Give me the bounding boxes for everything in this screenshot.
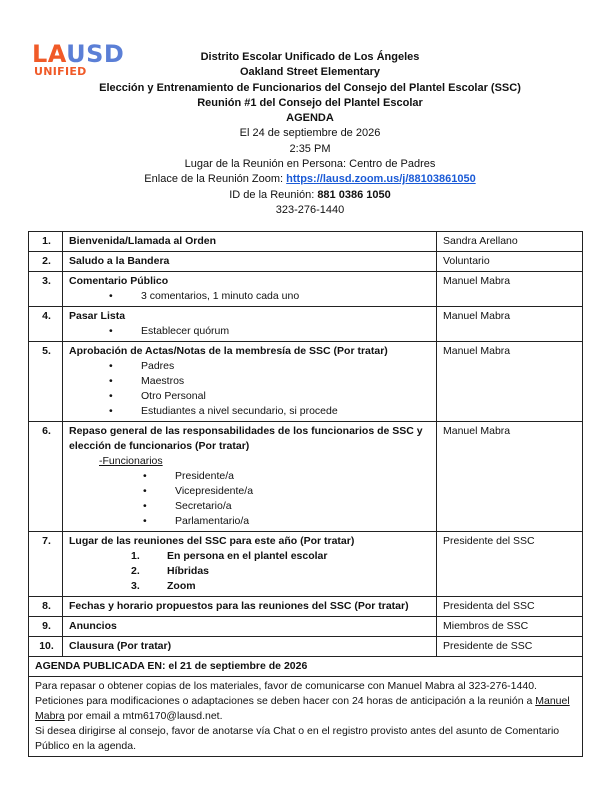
- item-title: Bienvenida/Llamada al Orden: [69, 235, 217, 247]
- bullet-item: • Otro Personal: [69, 389, 432, 404]
- item-cell: [63, 342, 437, 422]
- item-presenter: Presidenta del SSC: [437, 597, 583, 617]
- zoom-line: Enlace de la Reunión Zoom: https://lausd.zoom.us/j/88103861050: [144, 173, 476, 186]
- document-header: [60, 50, 560, 218]
- item-title: Repaso general de las responsabilidades de los funcionarios de SSC y elección de funcionarios (Por tratar): [69, 425, 423, 452]
- item-cell: [63, 252, 437, 272]
- table-row: [29, 342, 583, 422]
- bullet-item: • Presidente/a: [69, 469, 432, 484]
- item-title: Comentario Público: [69, 275, 169, 287]
- item-title: Lugar de las reuniones del SSC para este año (Por tratar): [69, 535, 355, 547]
- zoom-link[interactable]: https://lausd.zoom.us/j/88103861050: [286, 173, 476, 186]
- item-number: 1.: [29, 232, 63, 252]
- item-number: 4.: [29, 307, 63, 342]
- school-name: Oakland Street Elementary: [239, 66, 380, 79]
- table-row: [29, 597, 583, 617]
- agenda-heading: AGENDA: [286, 112, 334, 125]
- item-cell: [63, 307, 437, 342]
- meeting-phone: 323-276-1440: [275, 203, 345, 216]
- published-row: [29, 657, 583, 677]
- item-cell: [63, 532, 437, 597]
- item-cell: [63, 232, 437, 252]
- item-presenter: Presidente del SSC: [437, 532, 583, 597]
- item-cell: [63, 422, 437, 532]
- item-number: 6.: [29, 422, 63, 532]
- bullet-item: • Padres: [69, 359, 432, 374]
- item-title: Clausura (Por tratar): [69, 640, 172, 652]
- district-name: Distrito Escolar Unificado de Los Ángeles: [200, 51, 420, 63]
- item-cell: [63, 617, 437, 637]
- bullet-item: • Estudiantes a nivel secundario, si procede: [69, 404, 432, 419]
- table-row: [29, 272, 583, 307]
- item-title: Fechas y horario propuestos para las reuniones del SSC (Por tratar): [69, 600, 409, 612]
- bullet-item: • Secretario/a: [69, 499, 432, 514]
- table-row: [29, 532, 583, 597]
- item-number: 5.: [29, 342, 63, 422]
- item-number: 10.: [29, 637, 63, 657]
- meeting-id: 881 0386 1050: [317, 188, 391, 201]
- notes-paragraph: Para repasar o obtener copias de los materiales, favor de comunicarse con Manuel Mabra al 323-276-1440. Peticiones para modificaciones o adaptaciones se deben hacer con 24 horas de anticipación a la reunión a Manuel Mabra por email a mtm6170@lausd.net.: [35, 680, 570, 722]
- item-presenter: Miembros de SSC: [437, 617, 583, 637]
- table-row: [29, 637, 583, 657]
- meeting-purpose: Elección y Entrenamiento de Funcionarios del Consejo del Plantel Escolar (SSC): [99, 81, 521, 94]
- published-date: AGENDA PUBLICADA EN: el 21 de septiembre de 2026: [29, 657, 583, 677]
- item-title: Anuncios: [69, 620, 117, 632]
- logo-subtext: UNIFIED: [34, 65, 87, 78]
- numbered-item: 2. Híbridas: [131, 565, 210, 577]
- item-number: 3.: [29, 272, 63, 307]
- item-presenter: Manuel Mabra: [437, 342, 583, 422]
- numbered-item: 1. En persona en el plantel escolar: [131, 550, 328, 562]
- table-row: [29, 617, 583, 637]
- item-number: 9.: [29, 617, 63, 637]
- item-number: 8.: [29, 597, 63, 617]
- meeting-title: Reunión #1 del Consejo del Plantel Escolar: [197, 96, 423, 109]
- meeting-time: 2:35 PM: [289, 142, 331, 155]
- item-presenter: Voluntario: [437, 252, 583, 272]
- bullet-item: • Maestros: [69, 374, 432, 389]
- item-presenter: Presidente de SSC: [437, 637, 583, 657]
- item-number: 2.: [29, 252, 63, 272]
- item-title: Aprobación de Actas/Notas de la membresía de SSC (Por tratar): [69, 345, 388, 357]
- bullet-item: • 3 comentarios, 1 minuto cada uno: [69, 289, 432, 304]
- item-cell: [63, 272, 437, 307]
- item-presenter: Manuel Mabra: [437, 307, 583, 342]
- item-cell: [63, 637, 437, 657]
- item-cell: [63, 597, 437, 617]
- numbered-item: 3. Zoom: [131, 580, 196, 592]
- bullet-item: • Establecer quórum: [69, 324, 432, 339]
- table-row: [29, 422, 583, 532]
- notes-paragraph: Si desea dirigirse al consejo, favor de anotarse vía Chat o en el registro provisto antes del asunto de Comentario Público en la agenda.: [35, 725, 560, 752]
- bullet-item: • Vicepresidente/a: [69, 484, 432, 499]
- bullet-item: • Parlamentario/a: [69, 514, 432, 529]
- item-presenter: Manuel Mabra: [437, 272, 583, 307]
- sub-heading: -Funcionarios: [99, 455, 163, 467]
- item-title: Saludo a la Bandera: [69, 255, 170, 267]
- meeting-id-line: ID de la Reunión: 881 0386 1050: [229, 188, 391, 201]
- item-presenter: Manuel Mabra: [437, 422, 583, 532]
- item-number: 7.: [29, 532, 63, 597]
- item-title: Pasar Lista: [69, 310, 126, 322]
- table-row: [29, 252, 583, 272]
- meeting-location: Lugar de la Reunión en Persona: Centro de Padres: [184, 158, 436, 171]
- meeting-date: El 24 de septiembre de 2026: [239, 127, 381, 140]
- item-presenter: Sandra Arellano: [437, 232, 583, 252]
- notes-cell: [29, 677, 583, 757]
- contact-name: Manuel Mabra: [35, 695, 570, 722]
- table-row: [29, 232, 583, 252]
- logo-wordmark: LAUSD: [32, 40, 125, 68]
- table-row: [29, 307, 583, 342]
- agenda-table: [28, 231, 583, 757]
- notes-row: [29, 677, 583, 757]
